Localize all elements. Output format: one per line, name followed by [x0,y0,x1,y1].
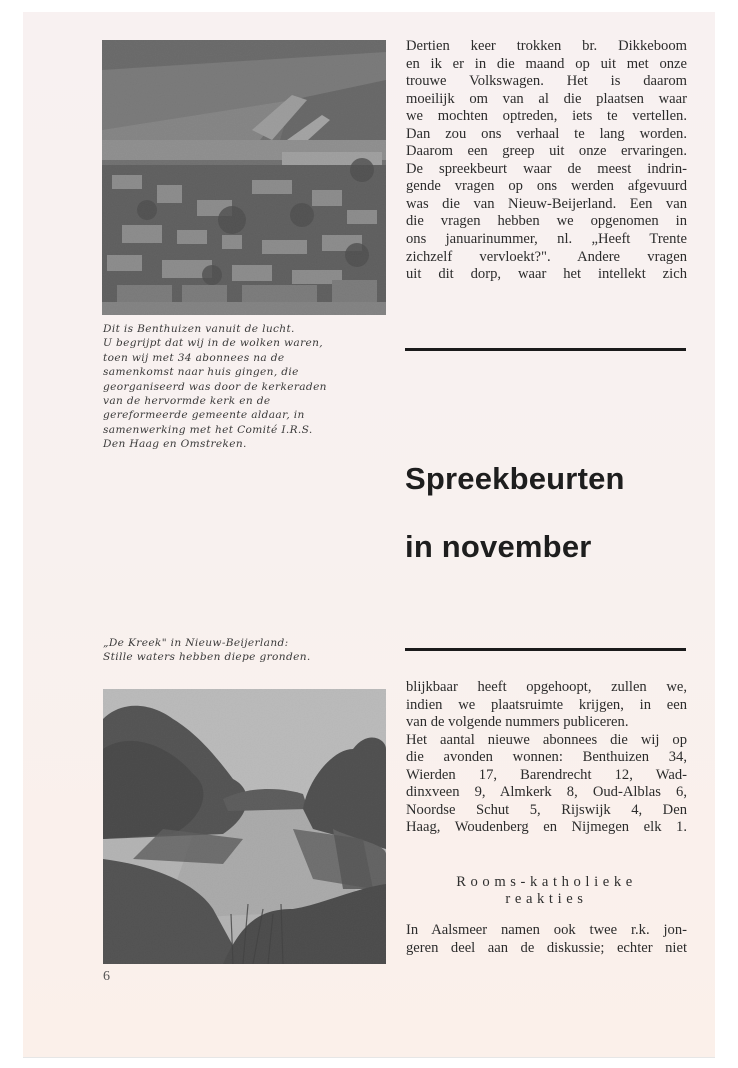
subheading-rooms-katholieke-reakties: Rooms-katholieke reakties [456,874,637,907]
article-title-line-2: in november [405,529,592,564]
aerial-photo-image [102,40,386,315]
section-divider-bottom [405,648,686,651]
kreek-photo-caption: „De Kreek" in Nieuw-Beijerland: Stille waters hebben diepe gronden. [103,637,311,664]
article-title-line-1: Spreekbeurten [405,461,625,496]
page-number: 6 [103,969,110,984]
article-intro-paragraph: Dertien keer trokken br. Dikkeboom en ik er in die maand op uit met onze trouwe Volkswagen. Het is daarom moeilijk om van al die plaatsen waar we mochten optreden, iets te vertellen. Dan zou ons verhaal te lang worden. Daarom een greep uit onze ervaringen. De spreekbeurt waar de meest indrin- gende vragen op ons werden afgevuurd was die van Nieuw-Beijerland. Een van die vragen hebben we opgenomen in ons januarinummer, nl. „Heeft Trente zichzelf vervloekt?". Andere vragen uit dit dorp, waar het intellekt zich [406,38,687,283]
section-divider-top [405,348,686,351]
kreek-photo [103,689,386,964]
aerial-photo-benthuizen [102,40,386,315]
kreek-photo-image [103,689,386,964]
article-final-paragraph: In Aalsmeer namen ook twee r.k. jon- geren deel aan de diskussie; echter niet [406,922,687,956]
article-continuation-paragraph: blijkbaar heeft opgehoopt, zullen we, indien we plaatsruimte krijgen, in een van de volgende nummers publiceren. Het aantal nieuwe abonnees die wij op die avonden wonnen: Benthuizen 34, Wierden 17, Barendrecht 12, Wad- dinxveen 9, Almkerk 8, Oud-Alblas 6, Noordse Schut 5, Rijswijk 4, Den Haag, Woudenberg en Nijmegen elk 1. [406,679,687,836]
aerial-photo-caption: Dit is Benthuizen vanuit de lucht. U begrijpt dat wij in de wolken waren, toen wij met 34 abonnees na de samenkomst naar huis gingen, die georganiseerd was door de kerkeraden van de hervormde kerk en de gereformeerde gemeente aldaar, in samenwerking met het Comité I.R.S. Den Haag en Omstreken. [103,323,327,451]
